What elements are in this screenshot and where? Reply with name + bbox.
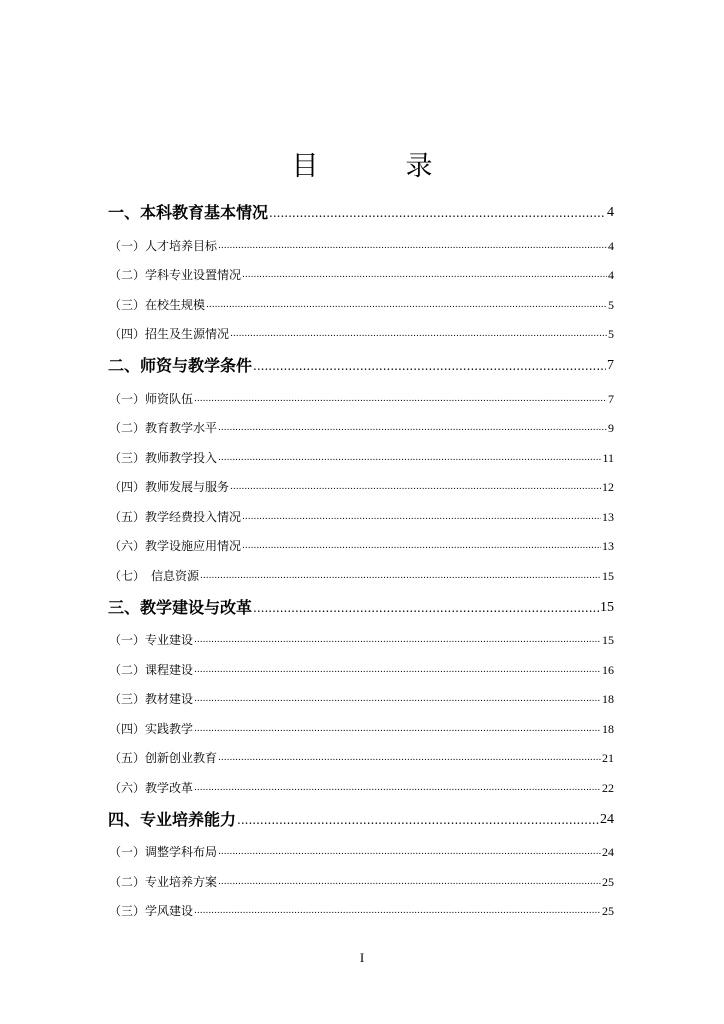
toc-entry-label: （二）学科专业设置情况 [109, 268, 242, 282]
toc-subsection-entry[interactable] [108, 712, 614, 742]
toc-page-number: 21 [602, 751, 614, 765]
toc-page-number: 7 [607, 358, 614, 373]
toc-dot-leader [218, 239, 607, 254]
toc-dot-leader [194, 781, 601, 796]
toc-dot-leader [242, 268, 607, 283]
toc-section-entry[interactable] [108, 350, 614, 379]
toc-section-entry[interactable] [108, 804, 614, 833]
toc-entry-label: （二）教育教学水平 [109, 421, 218, 435]
toc-page-number: 15 [602, 633, 614, 647]
toc-entry-label: 一、本科教育基本情况 [108, 203, 269, 222]
toc-dot-leader [242, 539, 601, 554]
toc-page-number: 25 [602, 874, 614, 889]
toc-entry-label: （七） 信息资源 [109, 568, 200, 583]
toc-dot-leader [242, 510, 601, 525]
toc-subsection-entry[interactable] [108, 624, 614, 654]
toc-subsection-entry[interactable] [108, 559, 614, 589]
page-title: 目 录 [291, 151, 463, 182]
toc-entry-label: （五）教学经费投入情况 [109, 509, 242, 524]
toc-subsection-entry[interactable] [108, 259, 614, 289]
toc-dot-leader [218, 421, 607, 436]
toc-dot-leader [230, 480, 601, 495]
toc-entry-label: （四）招生及生源情况 [109, 327, 230, 341]
toc-page-number: 22 [602, 780, 614, 795]
toc-dot-leader [194, 904, 601, 919]
toc-entry-label: （一）师资队伍 [109, 391, 194, 406]
toc-page-number: 9 [608, 421, 614, 435]
toc-dot-leader [237, 810, 599, 830]
toc-dot-leader [194, 722, 601, 737]
toc-entry-label: （一）人才培养目标 [109, 238, 218, 253]
toc-entry-label: （三）教师教学投入 [109, 450, 218, 465]
toc-page-number: 7 [608, 391, 614, 406]
toc-page-number: 12 [602, 480, 614, 494]
toc-entry-label: 四、专业培养能力 [108, 809, 237, 829]
toc-subsection-entry[interactable] [108, 382, 614, 412]
toc-page-number: 18 [602, 721, 614, 736]
toc-entry-label: （二）专业培养方案 [109, 874, 218, 889]
toc-entry-label: （六）教学设施应用情况 [109, 539, 242, 553]
toc-dot-leader [218, 451, 601, 466]
toc-entry-label: （三）教材建设 [109, 692, 194, 706]
toc-entry-label: （四）实践教学 [109, 721, 194, 736]
toc-subsection-entry[interactable] [108, 412, 614, 442]
toc-page-number: 13 [602, 539, 614, 553]
toc-subsection-entry[interactable] [108, 683, 614, 713]
toc-entry-label: （三）学风建设 [109, 904, 194, 918]
toc-page-number: 18 [602, 692, 614, 706]
toc-subsection-entry[interactable] [108, 441, 614, 471]
toc-page-number: 5 [608, 327, 614, 341]
toc-page-number: 25 [602, 904, 614, 918]
toc-dot-leader [194, 633, 601, 648]
toc-entry-label: （四）教师发展与服务 [109, 480, 230, 494]
toc-dot-leader [200, 569, 601, 584]
toc-page-number: 15 [600, 599, 614, 615]
toc-subsection-entry[interactable] [108, 500, 614, 530]
toc-subsection-entry[interactable] [108, 530, 614, 560]
toc-entry-label: （五）创新创业教育 [109, 751, 218, 765]
toc-subsection-entry[interactable] [108, 895, 614, 925]
toc-dot-leader [218, 845, 601, 860]
toc-entry-label: （二）课程建设 [109, 662, 194, 677]
toc-entry-label: （一）调整学科布局 [109, 845, 218, 859]
toc-section-entry[interactable] [108, 592, 614, 621]
page-number-footer: I [359, 950, 365, 965]
toc-entry-label: （一）专业建设 [109, 633, 194, 647]
toc-subsection-entry[interactable] [108, 836, 614, 866]
toc-subsection-entry[interactable] [108, 229, 614, 259]
toc-page-number: 24 [602, 845, 614, 859]
toc-subsection-entry[interactable] [108, 288, 614, 318]
toc-dot-leader [218, 875, 601, 890]
toc-page-number: 16 [602, 662, 614, 677]
toc-page-number: 4 [607, 205, 614, 220]
toc-entry-label: 三、教学建设与改革 [108, 597, 253, 617]
toc-dot-leader [230, 327, 607, 342]
toc-page-number: 4 [608, 268, 614, 282]
toc-entry-label: （三）在校生规模 [109, 297, 206, 312]
toc-dot-leader [206, 298, 607, 313]
toc-section-entry[interactable] [108, 197, 614, 226]
toc-subsection-entry[interactable] [108, 318, 614, 348]
toc-page-number: 5 [608, 297, 614, 312]
toc-subsection-entry[interactable] [108, 653, 614, 683]
toc-dot-leader [269, 203, 606, 223]
toc-subsection-entry[interactable] [108, 471, 614, 501]
toc-dot-leader [253, 598, 599, 618]
toc-dot-leader [194, 392, 607, 407]
toc-subsection-entry[interactable] [108, 771, 614, 801]
toc-page-number: 11 [602, 450, 614, 465]
toc-dot-leader [253, 356, 606, 376]
toc-subsection-entry[interactable] [108, 865, 614, 895]
toc-entry-label: （六）教学改革 [109, 780, 194, 795]
toc-dot-leader [194, 692, 601, 707]
toc-page-number: 15 [602, 568, 614, 583]
toc-entry-label: 二、师资与教学条件 [108, 356, 253, 375]
toc-page-number: 24 [600, 811, 614, 827]
toc-subsection-entry[interactable] [108, 742, 614, 772]
toc-page-number: 13 [602, 509, 614, 524]
toc-dot-leader [218, 751, 601, 766]
toc-page-number: 4 [608, 238, 614, 253]
toc-dot-leader [194, 663, 601, 678]
table-of-contents [108, 194, 614, 924]
